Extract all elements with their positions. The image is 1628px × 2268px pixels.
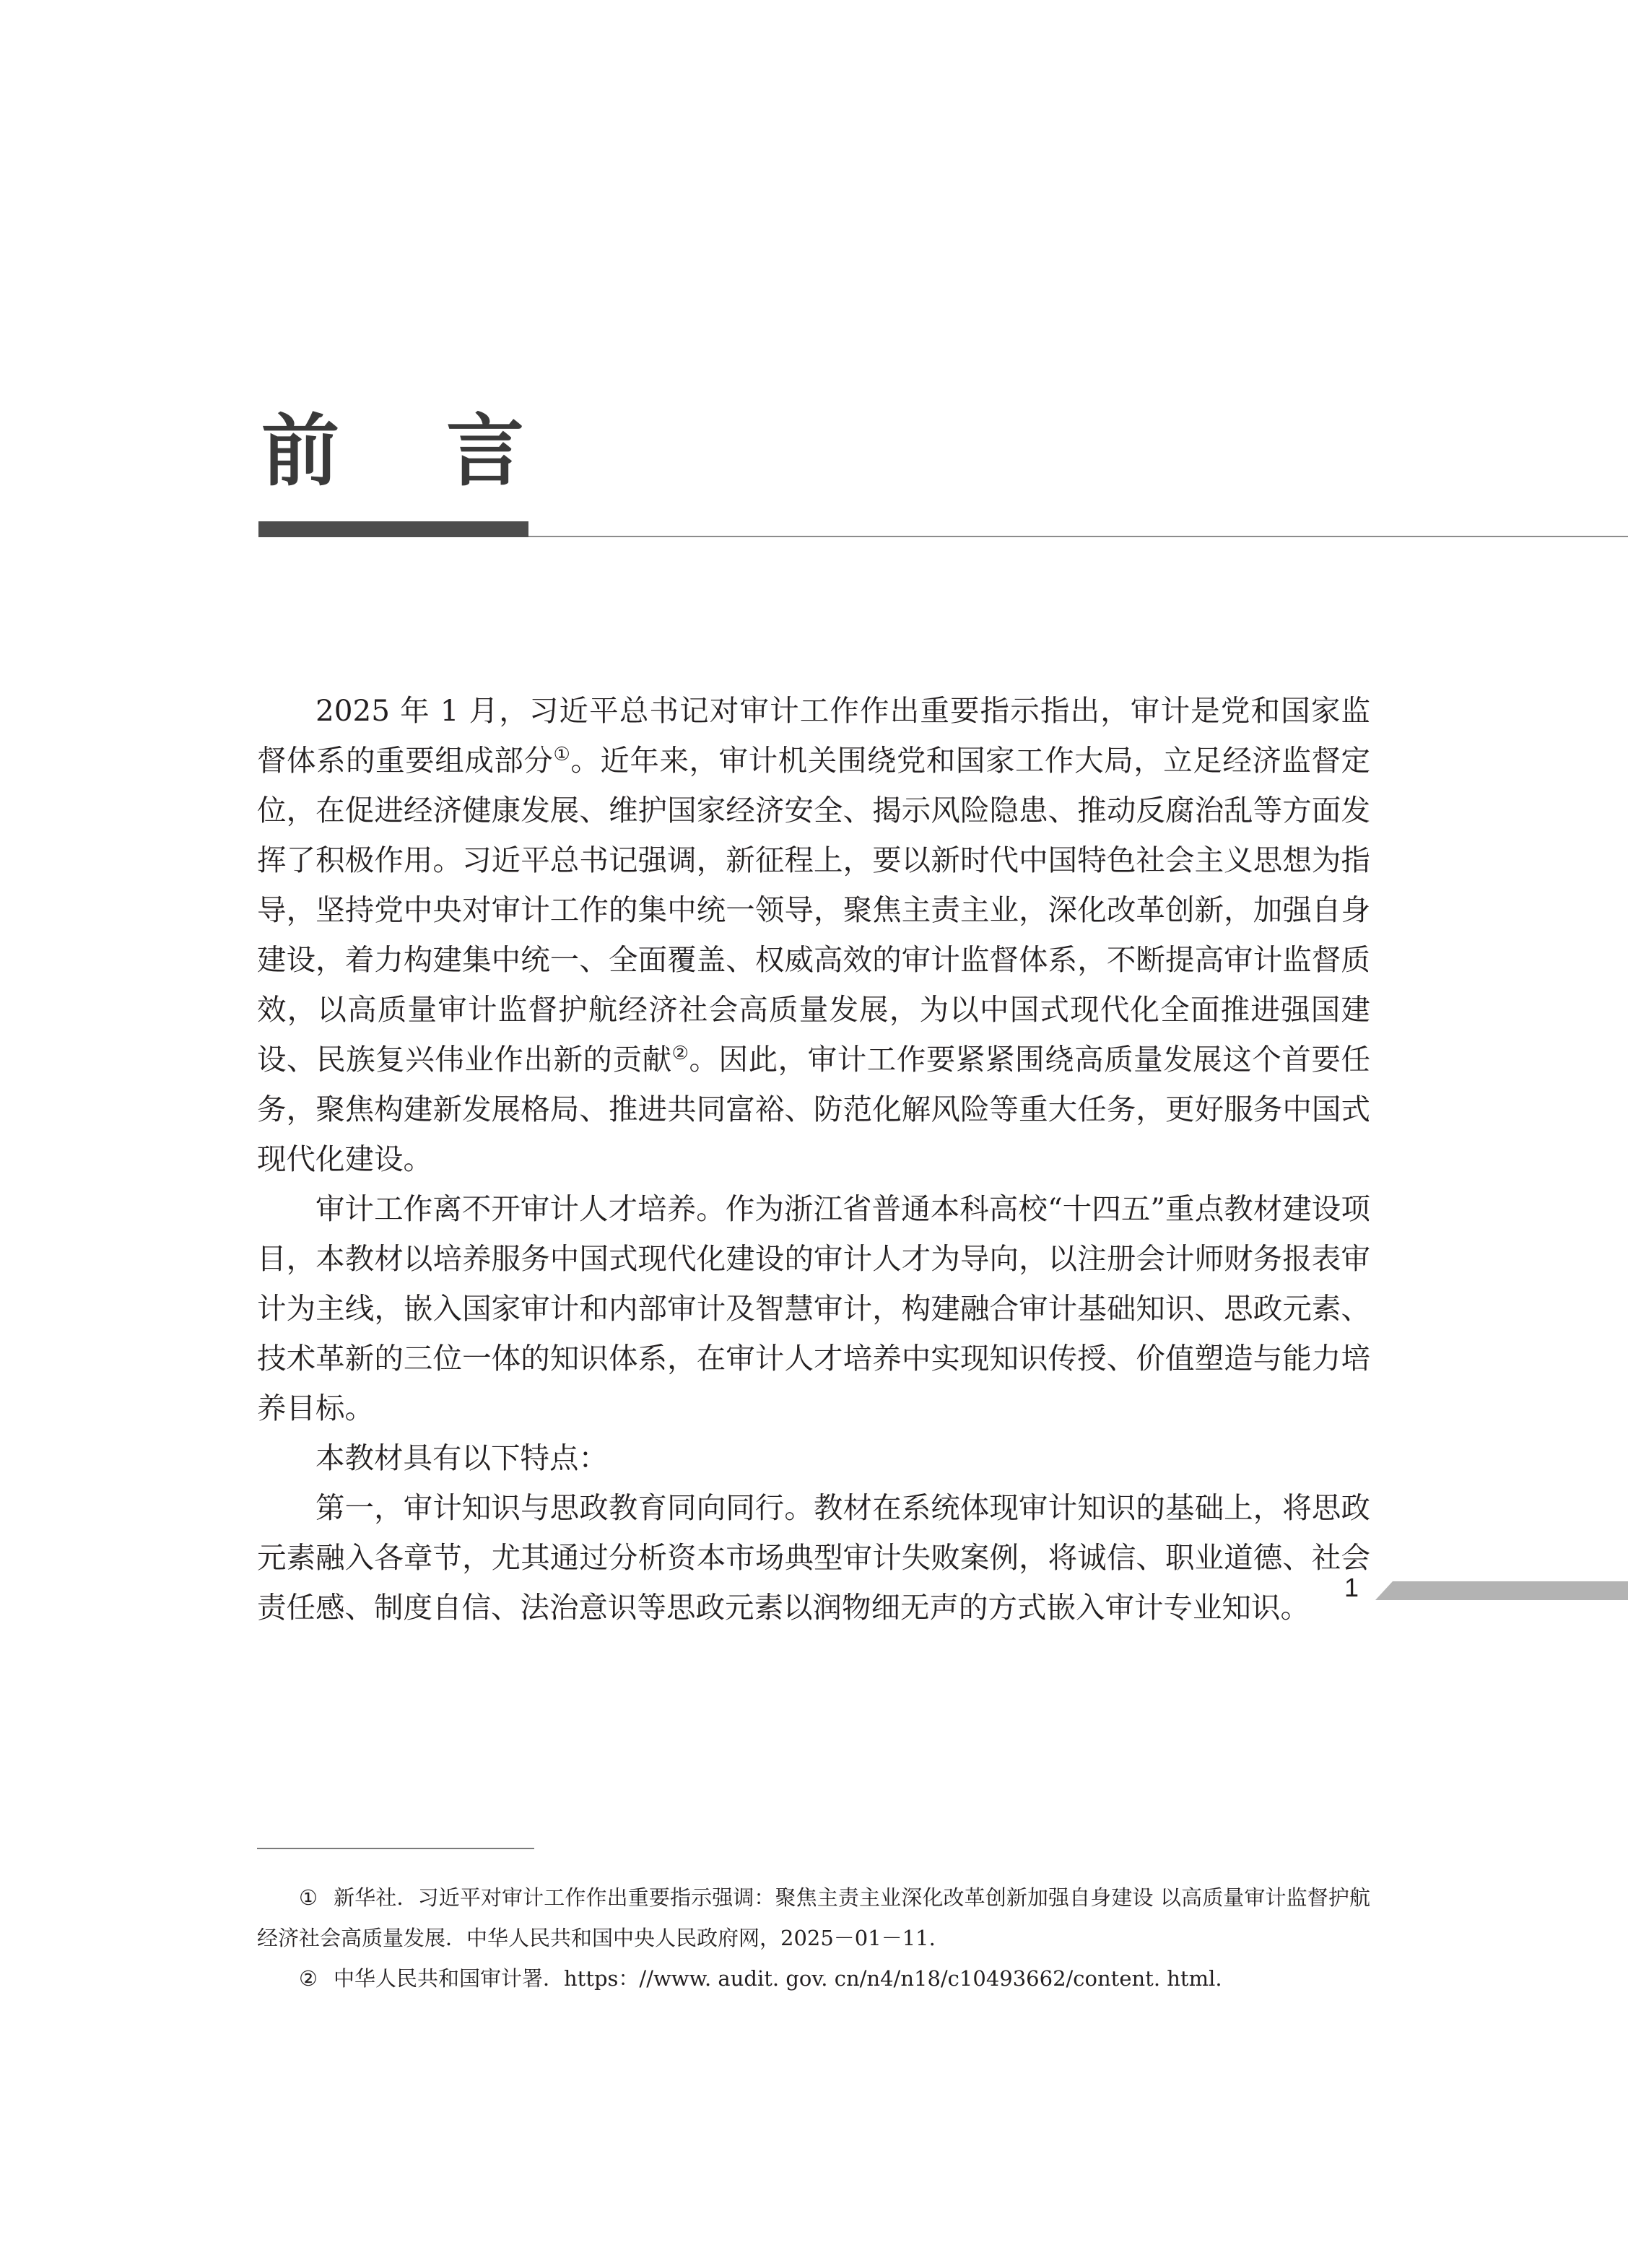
title-underline-rule (528, 536, 1628, 537)
paragraph-1-text-a: 2025 年 1 月，习近平总书记对审计工作作出重要指示指出，审计是党和国家监督体系的重要组成部分 (257, 693, 1370, 778)
footnote-1-text: 新华社．习近平对审计工作作出重要指示强调：聚焦主责主业深化改革创新加强自身建设 以高质量审计监督护航经济社会高质量发展．中华人民共和国中央人民政府网，2025－01－11. (257, 1885, 1370, 1950)
paragraph-4: 第一，审计知识与思政教育同向同行。教材在系统体现审计知识的基础上，将思政元素融入各章节，尤其通过分析资本市场典型审计失败案例，将诚信、职业道德、社会责任感、制度自信、法治意识等思政元素以润物细无声的方式嵌入审计专业知识。 (257, 1490, 1370, 1625)
paragraph-2: 审计工作离不开审计人才培养。作为浙江省普通本科高校“十四五”重点教材建设项目，本教材以培养服务中国式现代化建设的审计人才为导向，以注册会计师财务报表审计为主线，嵌入国家审计和内部审计及智慧审计，构建融合审计基础知识、思政元素、技术革新的三位一体的知识体系，在审计人才培养中实现知识传授、价值塑造与能力培养目标。 (257, 1191, 1370, 1425)
paragraph-1 (257, 686, 1370, 1184)
body-text (257, 686, 1370, 1633)
footnote-2-number: ② (299, 1966, 318, 1991)
page-number: 1 (1344, 1573, 1359, 1602)
footnote-1-number: ① (299, 1885, 318, 1910)
footnote-2 (257, 1958, 1370, 1999)
footnote-ref-2[interactable]: ② (671, 1043, 689, 1064)
footnotes (257, 1877, 1370, 1999)
footnote-ref-1[interactable]: ① (553, 744, 571, 765)
title-underline-bar (258, 521, 528, 537)
paragraph-1-text-b: 。近年来，审计机关围绕党和国家工作大局，立足经济监督定位，在促进经济健康发展、维护国家经济安全、揭示风险隐患、推动反腐治乱等方面发挥了积极作用。习近平总书记强调，新征程上，要以新时代中国特色社会主义思想为指导，坚持党中央对审计工作的集中统一领导，聚焦主责主业，深化改革创新，加强自身建设，着力构建集中统一、全面覆盖、权威高效的审计监督体系，不断提高审计监督质效，以高质量审计监督护航经济社会高质量发展，为以中国式现代化全面推进强国建设、民族复兴伟业作出新的贡献 (257, 743, 1371, 1077)
footnote-separator (257, 1848, 534, 1849)
paragraph-3: 本教材具有以下特点： (315, 1441, 608, 1475)
footnote-2-text: 中华人民共和国审计署．https：//www. audit. gov. cn/n4/n18/c10493662/content. html. (334, 1966, 1222, 1991)
page-title: 前言 (261, 406, 632, 497)
paragraph-1-text-c: 。因此，审计工作要紧紧围绕高质量发展这个首要任务，聚焦构建新发展格局、推进共同富裕、防范化解风险等重大任务，更好服务中国式现代化建设。 (257, 1042, 1371, 1176)
footnote-1 (257, 1877, 1370, 1958)
page-tab-decoration (1375, 1581, 1628, 1600)
